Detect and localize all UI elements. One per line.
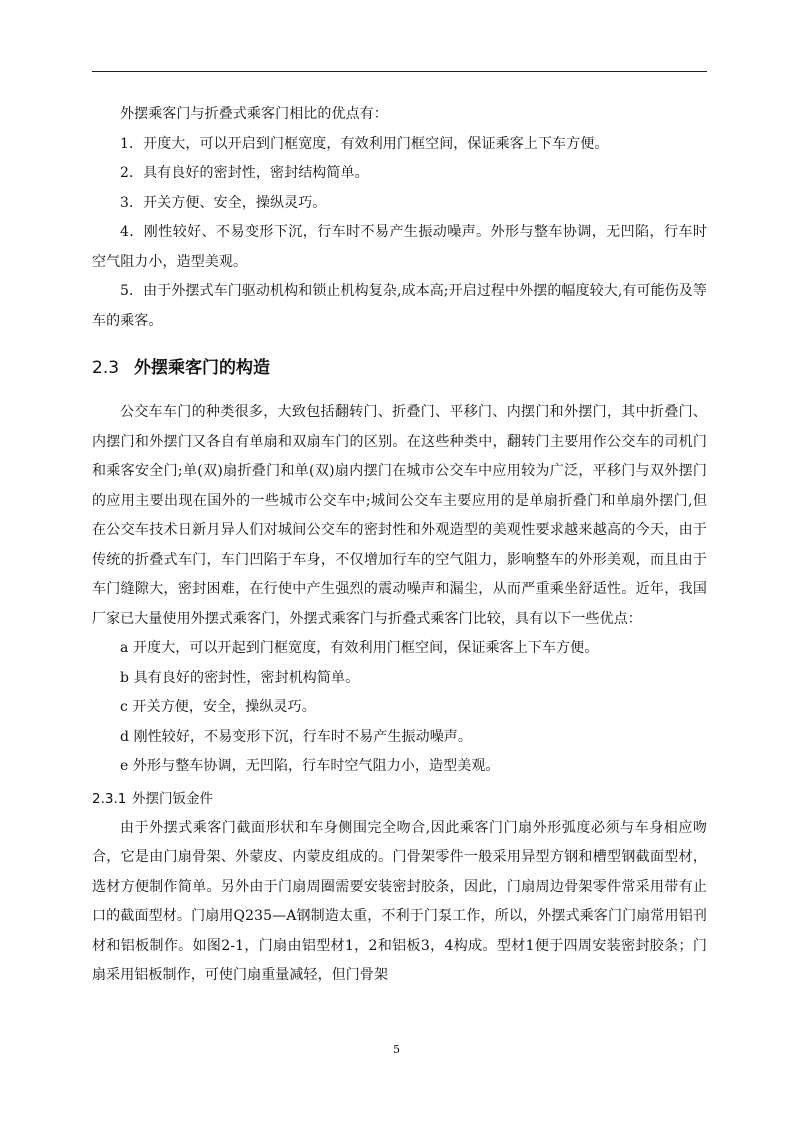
list-item: d 刚性较好，不易变形下沉，行车时不易产生振动噪声。 [120, 728, 473, 745]
body-paragraph: 由于外摆式乘客门截面形状和车身侧围完全吻合,因此乘客门门扇外形弧度必须与车身相应吻合，它是由门扇骨架、外蒙皮、内蒙皮组成的。门骨架零件一般采用异型方钢和槽型钢截面型材，选材方便制作简单。另外由于门扇周圈需要安装密封胶条，因此，门扇周边骨架零件常采用带有止口的截面型材。门扇用Q235—A钢制造太重，不利于门泵工作，所以，外摆式乘客门门扇常用铝刊材和铝板制作。如图2-1，门扇由铝型材1，2和铝板3，4构成。型材1便于四周安装密封胶条；门扇采用铝板制作，可使门扇重量减轻，但门骨架 [92, 819, 707, 983]
list-item: e 外形与整车协调，无凹陷，行车时空气阻力小，造型美观。 [120, 758, 500, 774]
subsection-heading [92, 786, 707, 812]
header-rule [92, 71, 707, 72]
advantage-item: 4．刚性较好、不易变形下沉，行车时不易产生振动噪声。外形与整车协调，无凹陷，行车时空气阻力小，造型美观。 [92, 224, 707, 270]
list-item: b 具有良好的密封性，密封机构简单。 [120, 669, 360, 686]
subsection-title: 外摆门钣金件 [132, 790, 213, 807]
section-number: 2.3 [92, 358, 120, 378]
advantage-item: 5．由于外摆式车门驱动机构和锁止机构复杂,成本高;开启过程中外摆的幅度较大,有可能伤及等车的乘客。 [92, 283, 707, 329]
page-content [92, 100, 707, 991]
advantage-item: 3．开关方便、安全，操纵灵巧。 [120, 194, 327, 211]
section-intro: 外摆乘客门与折叠式乘客门相比的优点有： [120, 106, 388, 122]
section-title: 外摆乘客门的构造 [134, 358, 270, 378]
advantage-item: 2．具有良好的密封性，密封结构简单。 [120, 165, 369, 181]
list-item: a 开度大，可以开起到门框宽度，有效利用门框空间，保证乘客上下车方便。 [120, 640, 599, 656]
page-number: 5 [393, 1043, 400, 1056]
section-heading [92, 354, 707, 382]
advantage-item: 1．开度大，可以开启到门框宽度，有效利用门框空间，保证乘客上下车方便。 [120, 135, 609, 152]
subsection-number: 2.3.1 [92, 790, 127, 807]
body-paragraph: 公交车车门的种类很多，大致包括翻转门、折叠门、平移门、内摆门和外摆门，其中折叠门、内摆门和外摆门又各自有单扇和双扇车门的区别。在这些种类中，翻转门主要用作公交车的司机门和乘客安全门;单(双)扇折叠门和单(双)扇内摆门在城市公交车中应用较为广泛，平移门与双外摆门的应用主要出现在国外的一些城市公交车中;城间公交车主要应用的是单扇折叠门和单扇外摆门,但在公交车技术日新月异人们对城间公交车的密封性和外观造型的美观性要求越来越高的今天，由于传统的折叠式车门，车门凹陷于车身，不仅增加行车的空气阻力，影响整车的外形美观，而且由于车门缝隙大，密封困难，在行使中产生强烈的震动噪声和漏尘，从而严重乘坐舒适性。近年，我国厂家已大量使用外摆式乘客门，外摆式乘客门与折叠式乘客门比较，具有以下一些优点： [92, 404, 707, 627]
list-item: c 开关方便，安全，操纵灵巧。 [120, 699, 316, 715]
